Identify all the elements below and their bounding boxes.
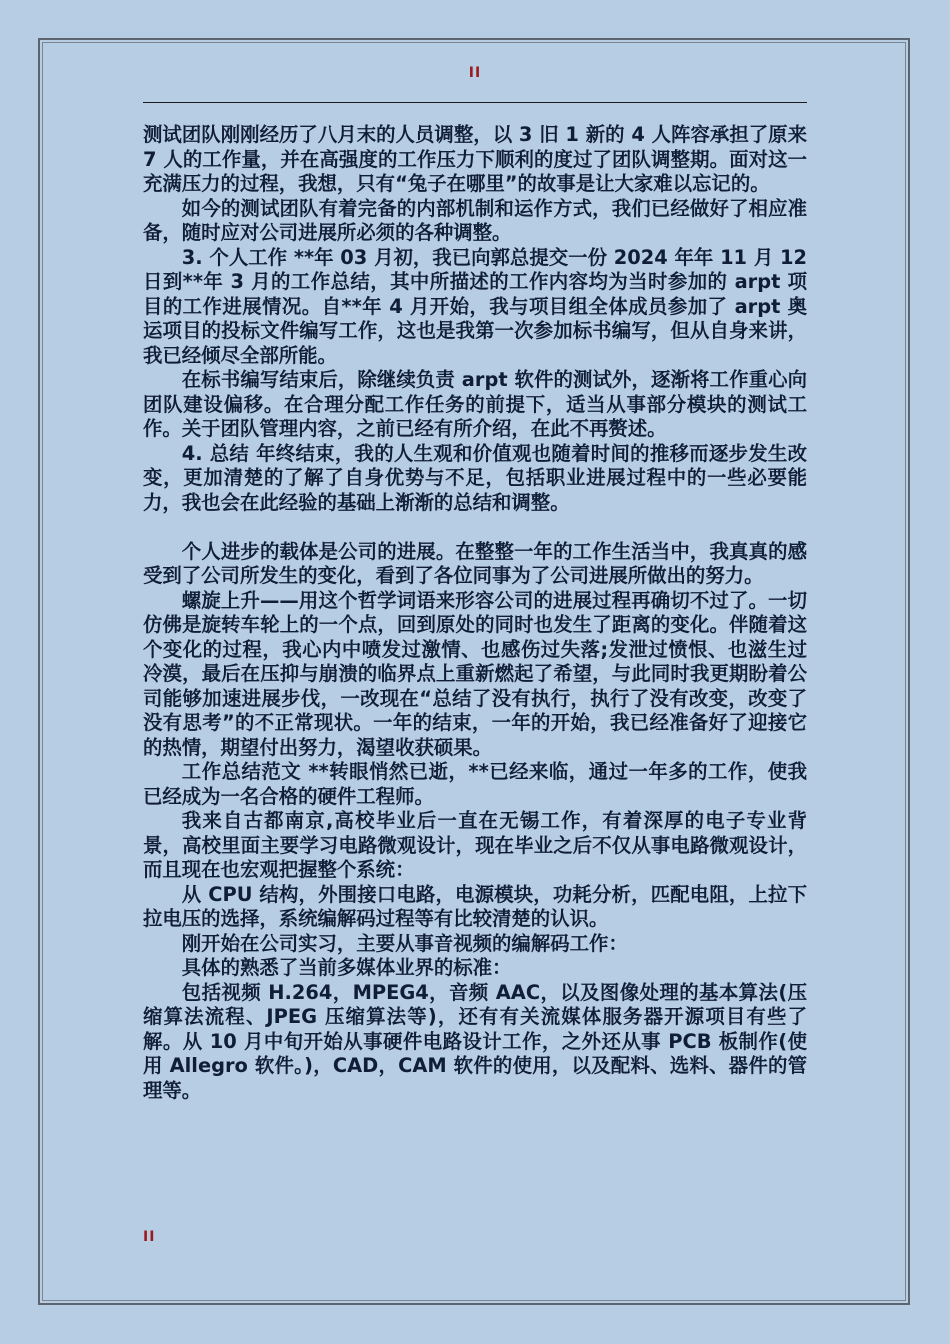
header-rule: [143, 102, 807, 103]
paragraph-personal-work: 3. 个人工作 **年 03 月初，我已向郭总提交一份 2024 年年 11 月 12 日到**年 3 月的工作总结，其中所描述的工作内容均为当时参加的 arpt 项目的工作进展情况。自**年 4 月开始，我与项目组全体成员参加了 arpt 奥运项目的投标文件编写工作，这也是我第一次参加标书编写，但从自身来讲，我已经倾尽全部所能。: [143, 245, 807, 367]
footer-mark: II: [143, 1229, 156, 1245]
paragraph-background: 我来自古都南京,高校毕业后一直在无锡工作，有着深厚的电子专业背景，高校里面主要学习电路微观设计，现在毕业之后不仅从事电路微观设计，而且现在也宏观把握整个系统：: [143, 809, 807, 881]
paragraph-team-adjustment: 测试团队刚刚经历了八月末的人员调整，以 3 旧 1 新的 4 人阵容承担了原来 7 人的工作量，并在高强度的工作压力下顺利的度过了团队调整期。面对这一充满压力的过程，我想，只有“兔子在哪里”的故事是让大家难以忘记的。: [143, 123, 807, 195]
paragraph-team-mechanism: 如今的测试团队有着完备的内部机制和运作方式，我们已经做好了相应准备，随时应对公司进展所必须的各种调整。: [143, 196, 807, 244]
header-mark: II: [468, 65, 482, 81]
paragraph-system-knowledge: 从 CPU 结构，外围接口电路，电源模块，功耗分析，匹配电阻，上拉下拉电压的选择，系统编解码过程等有比较清楚的认识。: [143, 882, 807, 930]
paragraph-team-building: 在标书编写结束后，除继续负责 arpt 软件的测试外，逐渐将工作重心向团队建设偏移。在合理分配工作任务的前提下，适当从事部分模块的测试工作。关于团队管理内容，之前已经有所介绍，在此不再赘述。: [143, 368, 807, 440]
paragraph-company-progress: 个人进步的载体是公司的进展。在整整一年的工作生活当中，我真真的感受到了公司所发生的变化，看到了各位同事为了公司进展所做出的努力。: [143, 539, 807, 587]
paragraph-spiral-rise: 螺旋上升——用这个哲学词语来形容公司的进展过程再确切不过了。一切仿佛是旋转车轮上的一个点，回到原处的同时也发生了距离的变化。伴随着这个变化的过程，我心内中喷发过激情、也感伤过失落;发泄过愤恨、也滋生过冷漠，最后在压抑与崩溃的临界点上重新燃起了希望，与此同时我更期盼着公司能够加速进展步伐，一改现在“总结了没有执行，执行了没有改变，改变了没有思考”的不正常现状。一年的结束，一年的开始，我已经准备好了迎接它的热情，期望付出努力，渴望收获硕果。: [143, 588, 807, 759]
blank-line: [143, 515, 807, 540]
paragraph-hardware-engineer: 工作总结范文 **转眼悄然已逝，**已经来临，通过一年多的工作，使我已经成为一名合格的硬件工程师。: [143, 760, 807, 808]
document-body: [143, 123, 807, 1103]
paragraph-multimedia-standards: 具体的熟悉了当前多媒体业界的标准：: [181, 956, 512, 979]
paragraph-video-algorithms: 包括视频 H.264，MPEG4，音频 AAC，以及图像处理的基本算法(压缩算法流程、JPEG 压缩算法等)，还有有关流媒体服务器开源项目有些了解。从 10 月中旬开始从事硬件电路设计工作，之外还从事 PCB 板制作(使用 Allegro 软件。)，CAD，CAM 软件的使用，以及配料、选料、器件的管理等。: [143, 980, 807, 1102]
paragraph-summary: 4. 总结 年终结束，我的人生观和价值观也随着时间的推移而逐步发生改变，更加清楚的了解了自身优势与不足，包括职业进展过程中的一些必要能力，我也会在此经验的基础上渐渐的总结和调整。: [143, 441, 807, 514]
paragraph-internship: 刚开始在公司实习，主要从事音视频的编解码工作：: [181, 931, 628, 955]
